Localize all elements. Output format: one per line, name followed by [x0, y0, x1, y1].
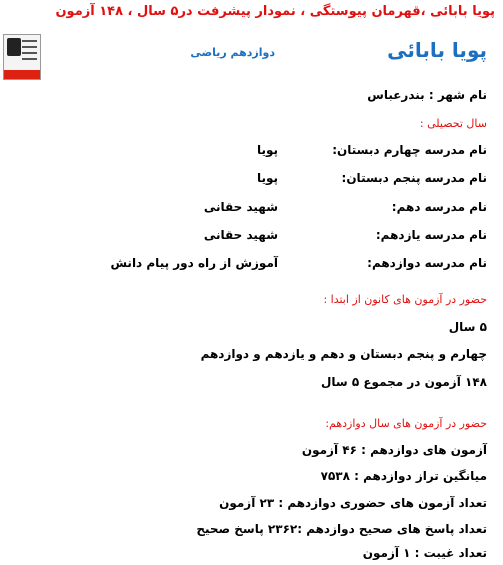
grade12-line: تعداد آزمون های حضوری دوازدهم : ۲۳ آزمون — [219, 496, 487, 510]
school-label: نام مدرسه پنجم دبستان: — [341, 171, 487, 185]
city: نام شهر : بندرعباس — [367, 88, 487, 102]
grade12-line: آزمون های دوازدهم : ۴۶ آزمون — [301, 443, 487, 457]
kanoon-logo — [3, 34, 41, 80]
history-line: ۵ سال — [448, 320, 487, 334]
grade12-line: میانگین تراز دوازدهم : ۷۵۳۸ — [320, 469, 487, 483]
school-value: شهید حقانی — [203, 228, 278, 242]
school-value: آموزش از راه دور پیام دانش — [110, 256, 278, 270]
student-grade: دوازدهم ریاضی — [190, 46, 275, 59]
school-label: نام مدرسه چهارم دبستان: — [332, 143, 487, 157]
grade12-title: حضور در آزمون های سال دوازدهم: — [325, 417, 487, 430]
school-value: پویا — [256, 143, 278, 157]
school-value: پویا — [256, 171, 278, 185]
history-title: حضور در آزمون های کانون از ابتدا : — [323, 293, 487, 306]
student-name: پویا بابائی — [387, 38, 487, 62]
grade12-line: تعداد پاسخ های صحیح دوازدهم :۲۳۶۲ پاسخ صحیح — [196, 522, 487, 536]
school-value: شهید حقانی — [203, 200, 278, 214]
graduate-icon — [7, 38, 21, 56]
school-label: نام مدرسه دوازدهم: — [367, 256, 487, 270]
school-section-title: سال تحصیلی : — [419, 117, 487, 130]
school-label: نام مدرسه دهم: — [391, 200, 487, 214]
history-line: چهارم و پنجم دبستان و دهم و یازدهم و دوازدهم — [200, 347, 487, 361]
grade12-line: تعداد غیبت : ۱ آزمون — [362, 546, 487, 560]
history-line: ۱۴۸ آزمون در مجموع ۵ سال — [320, 375, 487, 389]
school-label: نام مدرسه یازدهم: — [375, 228, 487, 242]
headline: پویا بابائی ،قهرمان پیوستگی ، نمودار پیشرفت در۵ سال ، ۱۴۸ آزمون — [55, 4, 495, 19]
